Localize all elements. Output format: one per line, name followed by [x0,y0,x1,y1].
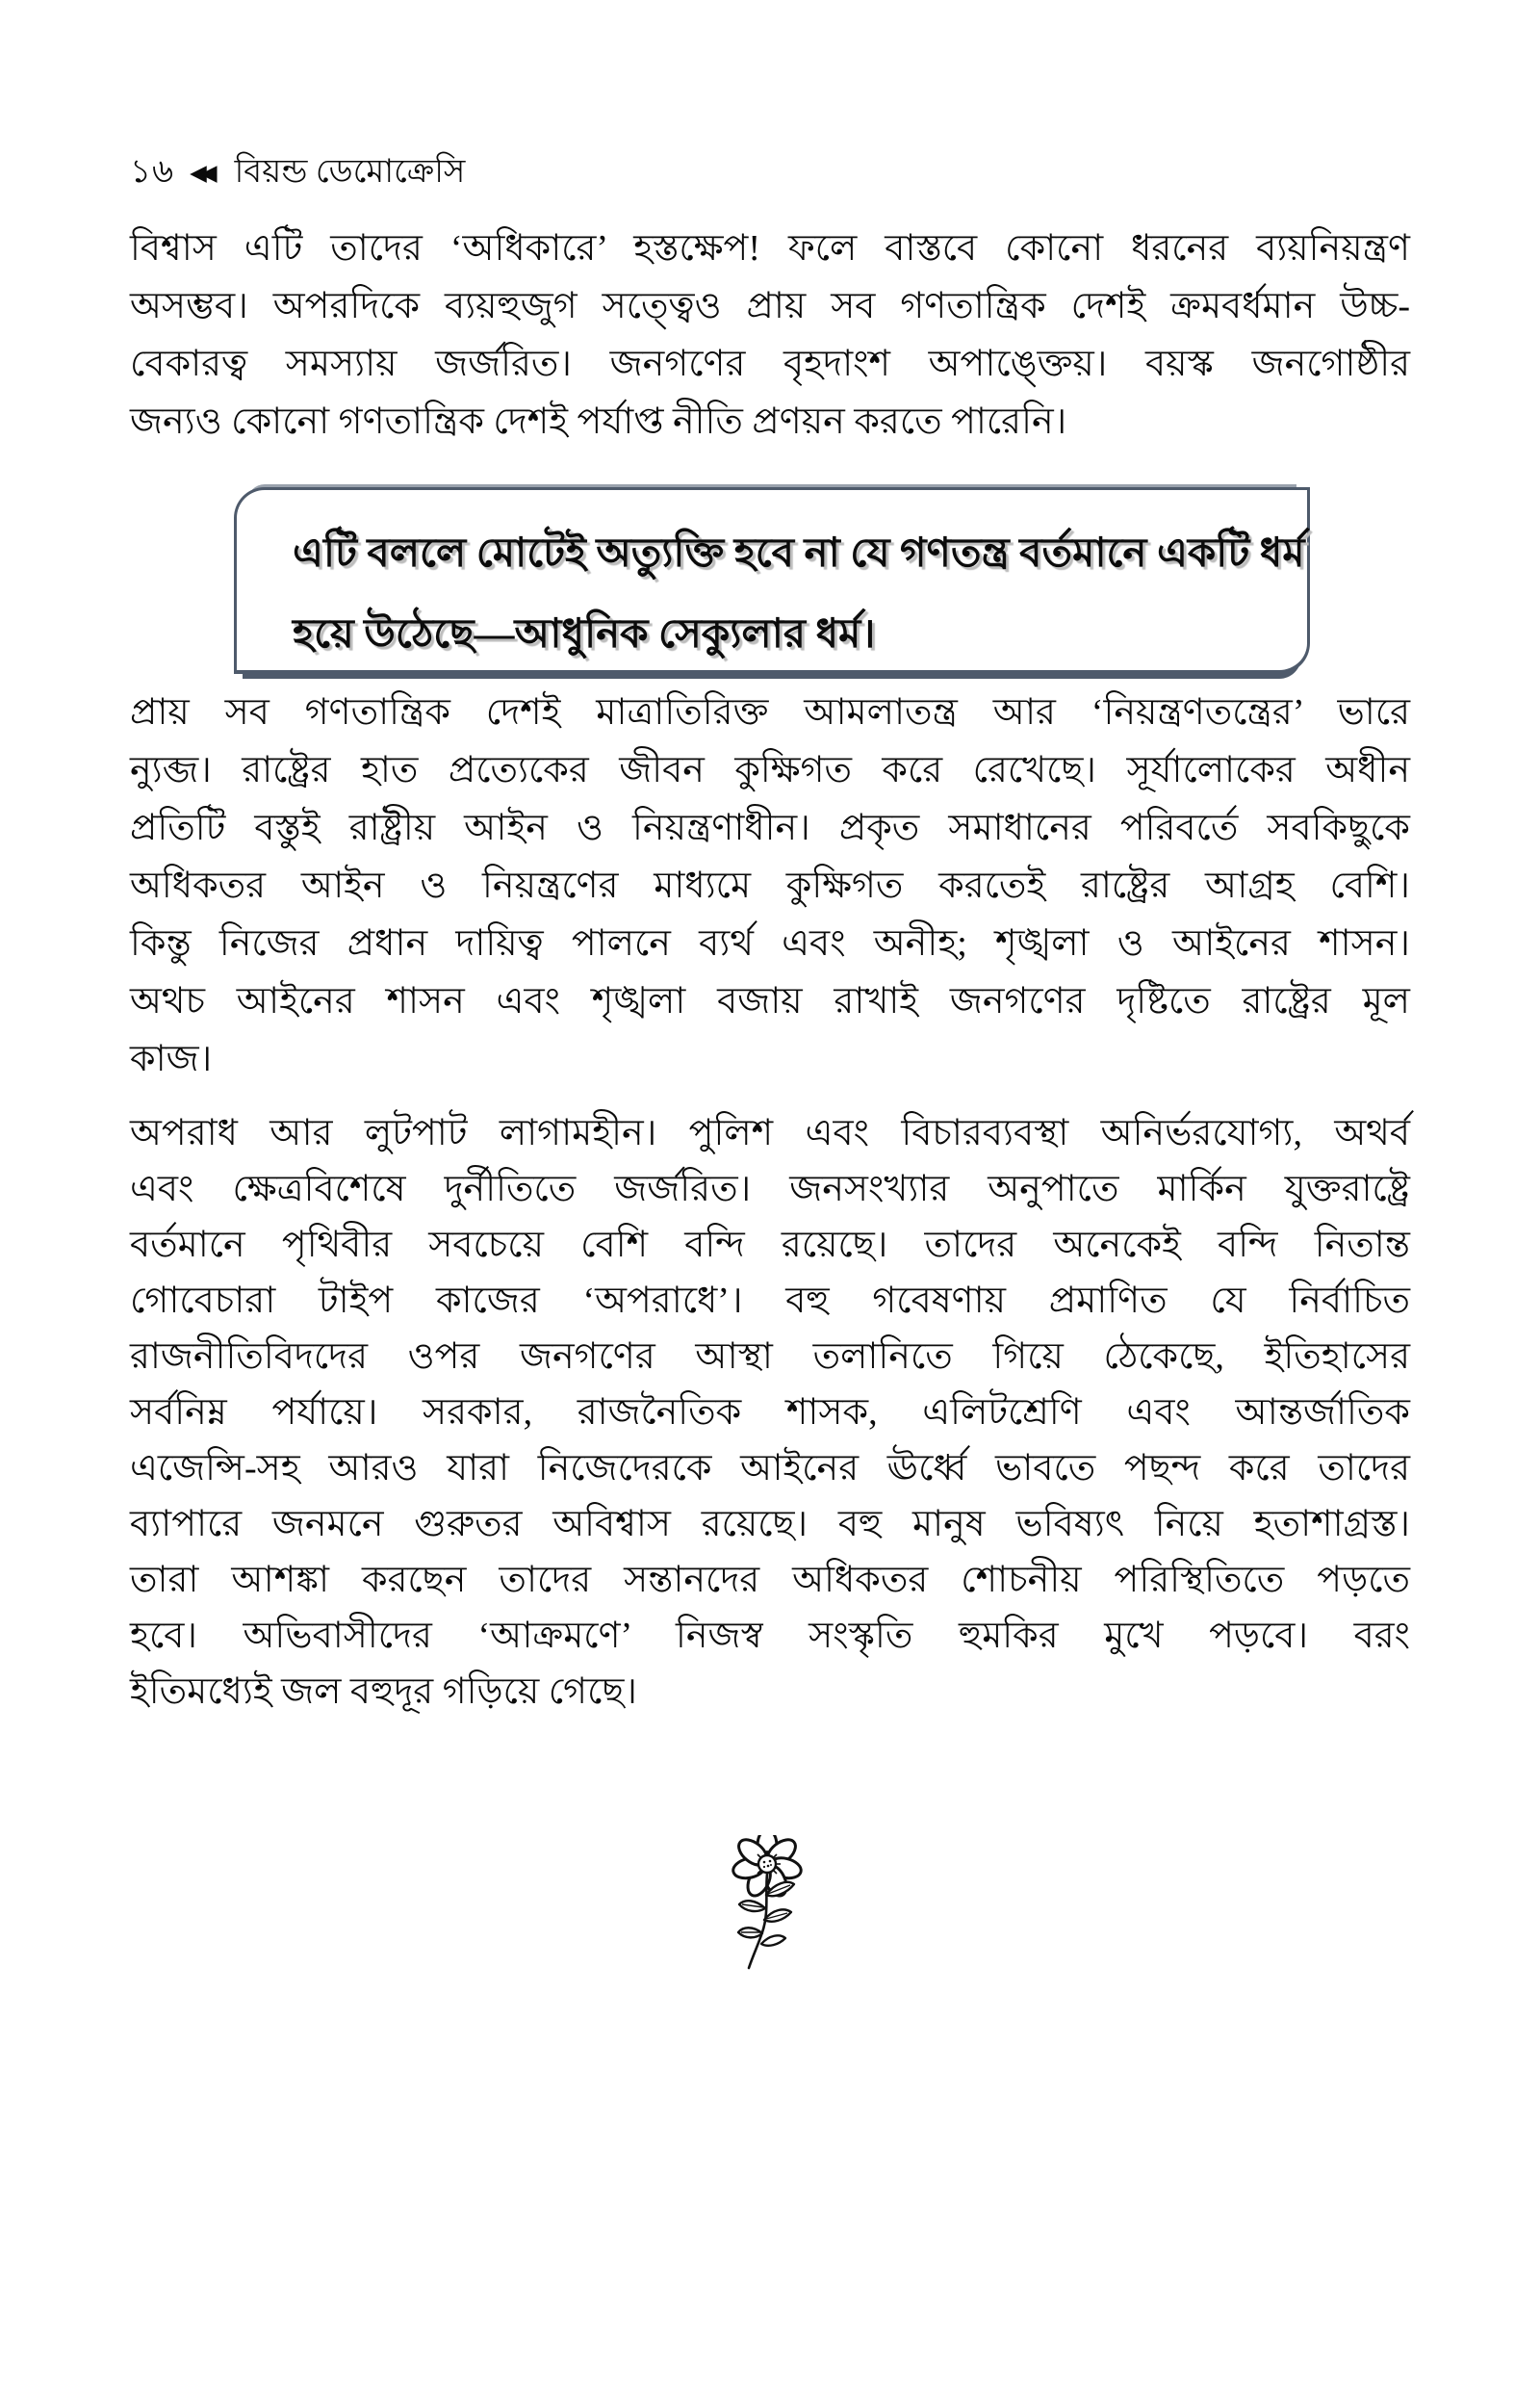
text-line: সর্বনিম্ন পর্যায়ে। সরকার, রাজনৈতিক শাসক, এলিটশ্রেণি এবং আন্তর্জাতিক [130,1392,1410,1433]
quote-line: হয়ে উঠেছে—আধুনিক সেক্যুলার ধর্ম। [293,612,876,657]
text-line: জন্যও কোনো গণতান্ত্রিক দেশই পর্যাপ্ত নীতি প্রণয়ন করতে পারেনি। [130,401,1067,442]
text-line: কিন্তু নিজের প্রধান দায়িত্ব পালনে ব্যর্থ এবং অনীহ; শৃঙ্খলা ও আইনের শাসন। [130,923,1410,964]
flower-ornament [724,1835,816,1976]
flower-icon [724,1835,816,1976]
text-line: রাজনীতিবিদদের ওপর জনগণের আস্থা তলানিতে গিয়ে ঠেকেছে, ইতিহাসের [130,1336,1410,1377]
text-line: বিশ্বাস এটি তাদের ‘অধিকারে’ হস্তক্ষেপ! ফলে বাস্তবে কোনো ধরনের ব্যয়নিয়ন্ত্রণ [130,228,1410,269]
text-line: ন্যুব্জ। রাষ্ট্রের হাত প্রত্যেকের জীবন কুক্ষিগত করে রেখেছে। সূর্যালোকের অধীন [130,750,1410,790]
book-title: বিয়ন্ড ডেমোক্রেসি [234,154,466,190]
page-number: ১৬ [130,154,175,190]
text-line: তারা আশঙ্কা করছেন তাদের সন্তানদের অধিকতর শোচনীয় পরিস্থিতিতে পড়তে [130,1560,1410,1600]
text-line: অসম্ভব। অপরদিকে ব্যয়হুজুগ সত্ত্বেও প্রায় সব গণতান্ত্রিক দেশই ক্রমবর্ধমান উচ্চ- [130,286,1410,326]
text-line: এজেন্সি-সহ আরও যারা নিজেদেরকে আইনের ঊর্ধ্বে ভাবতে পছন্দ করে তাদের [130,1448,1410,1488]
text-line: এবং ক্ষেত্রবিশেষে দুর্নীতিতে জর্জরিত। জনসংখ্যার অনুপাতে মার্কিন যুক্তরাষ্ট্রে [130,1169,1410,1209]
text-line: গোবেচারা টাইপ কাজের ‘অপরাধে’। বহু গবেষণায় প্রমাণিত যে নির্বাচিত [130,1281,1410,1321]
text-line: প্রতিটি বস্তুই রাষ্ট্রীয় আইন ও নিয়ন্ত্রণাধীন। প্রকৃত সমাধানের পরিবর্তে সবকিছুকে [130,808,1410,848]
paragraph-3 [130,1105,1410,1720]
text-line: বর্তমানে পৃথিবীর সবচেয়ে বেশি বন্দি রয়েছে। তাদের অনেকেই বন্দি নিতান্ত [130,1225,1410,1265]
running-head [130,146,465,201]
text-line: ব্যাপারে জনমনে গুরুতর অবিশ্বাস রয়েছে। বহু মানুষ ভবিষ্যৎ নিয়ে হতাশাগ্রস্ত। [130,1504,1410,1544]
text-line: কাজ। [130,1039,213,1079]
paragraph-1 [130,220,1410,451]
text-line: অধিকতর আইন ও নিয়ন্ত্রণের মাধ্যমে কুক্ষিগত করতেই রাষ্ট্রের আগ্রহ বেশি। [130,866,1410,906]
text-line: অথচ আইনের শাসন এবং শৃঙ্খলা বজায় রাখাই জনগণের দৃষ্টিতে রাষ্ট্রের মূল [130,981,1410,1022]
paragraph-2 [130,684,1410,1088]
text-line: ইতিমধ্যেই জল বহুদূর গড়িয়ে গেছে। [130,1671,637,1712]
quote-box [234,487,1310,674]
text-line: বেকারত্ব সমস্যায় জর্জরিত। জনগণের বৃহদাংশ অপাঙ্ক্তেয়। বয়স্ক জনগোষ্ঠীর [130,344,1410,384]
double-left-arrow-icon: ◀◀ [190,161,211,185]
quote-line: এটি বললে মোটেই অত্যুক্তি হবে না যে গণতন্ত্র বর্তমানে একটি ধর্ম [293,531,1305,576]
text-line: অপরাধ আর লুটপাট লাগামহীন। পুলিশ এবং বিচারব্যবস্থা অনির্ভরযোগ্য, অথর্ব [130,1113,1410,1153]
text-line: হবে। অভিবাসীদের ‘আক্রমণে’ নিজস্ব সংস্কৃতি হুমকির মুখে পড়বে। বরং [130,1616,1410,1656]
text-line: প্রায় সব গণতান্ত্রিক দেশই মাত্রাতিরিক্ত আমলাতন্ত্র আর ‘নিয়ন্ত্রণতন্ত্রের’ ভারে [130,692,1410,733]
